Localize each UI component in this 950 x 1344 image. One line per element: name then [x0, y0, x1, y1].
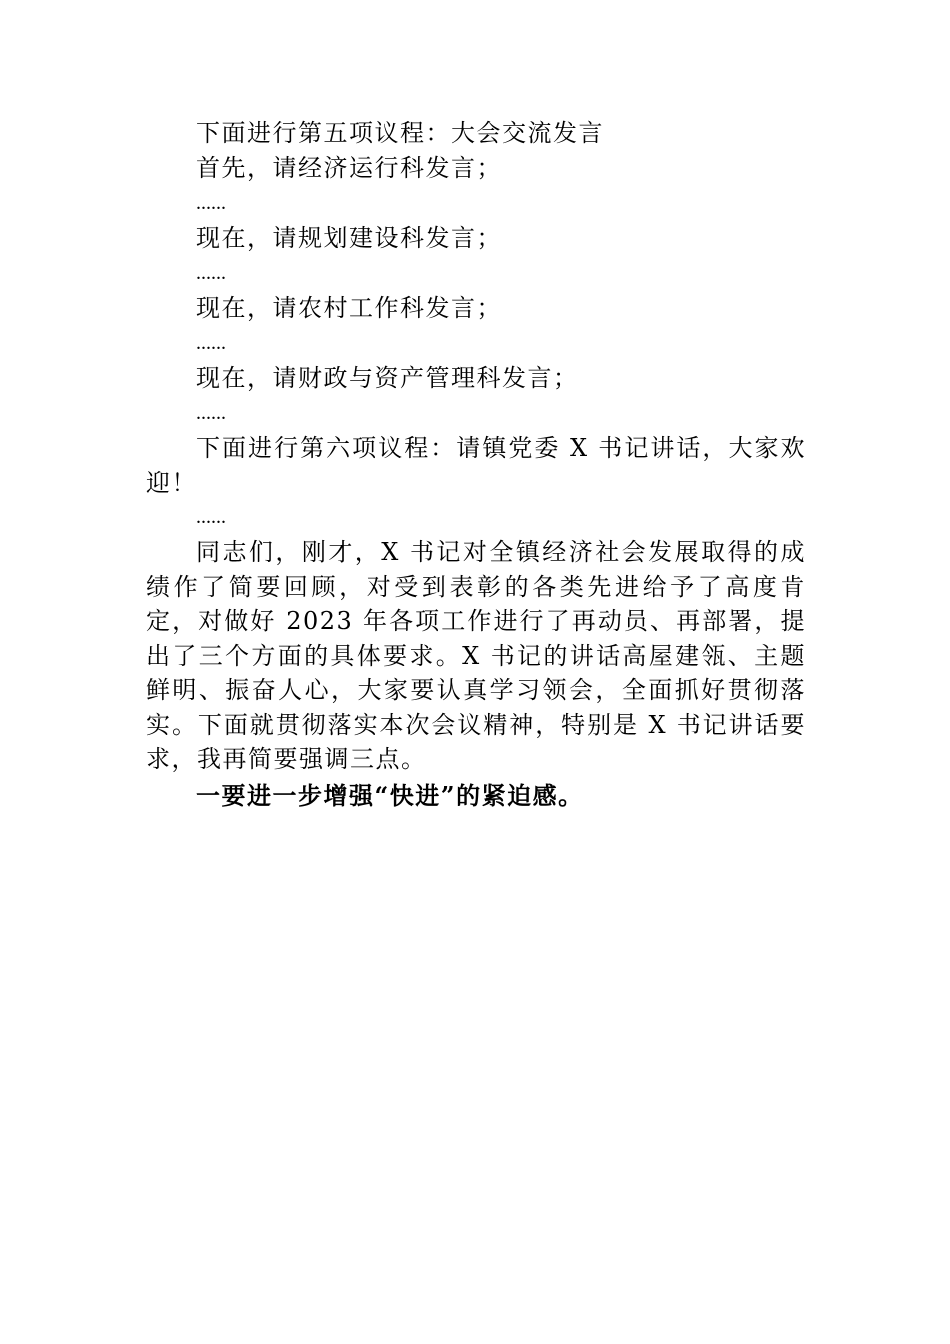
ellipsis-5: ......: [196, 506, 226, 528]
agenda-item-six: 下面进行第六项议程：请镇党委 X 书记讲话，大家欢迎！: [146, 434, 806, 497]
ellipsis-3: ......: [196, 332, 226, 354]
speech-paragraph: 同志们，刚才，X 书记对全镇经济社会发展取得的成绩作了简要回顾，对受到表彰的各类先进给予了高度肯定，对做好 2023 年各项工作进行了再动员、再部署，提出了三个方面的具体要求。X 书记的讲话高屋建瓴、主题鲜明、振奋人心，大家要认真学习领会，全面抓好贯彻落实。下面就贯彻落实本次会议精神，特别是 X 书记讲话要求，我再简要强调三点。: [146, 538, 806, 773]
speech-call-finance: 现在，请财政与资产管理科发言；: [196, 364, 579, 392]
ellipsis-4: ......: [196, 402, 226, 424]
heading-point-one: 一要进一步增强“快进”的紧迫感。: [196, 780, 584, 810]
ellipsis-2: ......: [196, 262, 226, 284]
agenda-item-five: 下面进行第五项议程：大会交流发言: [196, 119, 604, 147]
document-body: [146, 116, 806, 813]
speech-call-rural: 现在，请农村工作科发言；: [196, 294, 502, 322]
ellipsis-1: ......: [196, 192, 226, 214]
speech-call-economy: 首先，请经济运行科发言；: [196, 154, 502, 182]
speech-call-planning: 现在，请规划建设科发言；: [196, 224, 502, 252]
